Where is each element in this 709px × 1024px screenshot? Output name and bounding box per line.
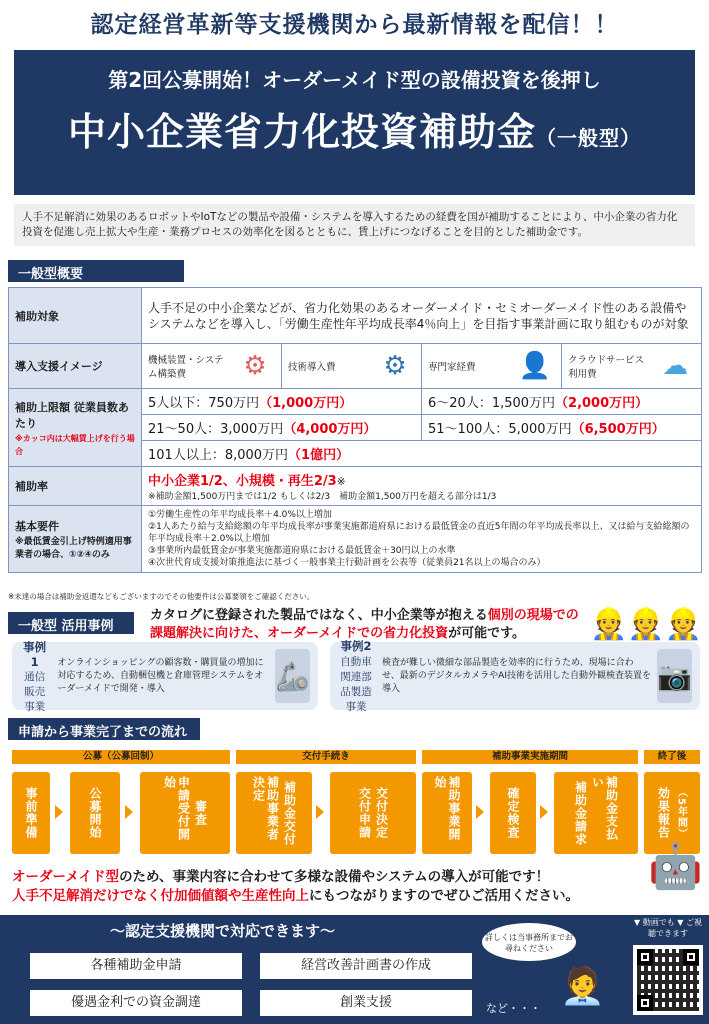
note-refund: ※未達の場合は補助金返還などもございますのでその他要件は公募要領をご確認ください。: [8, 592, 315, 601]
qr-finder: [637, 995, 653, 1011]
step-text: （5年間）: [675, 787, 687, 839]
case-kind: 通信販売事業: [24, 670, 46, 713]
limit-note: ※カッコ内は大幅賃上げを行う場合: [15, 433, 135, 456]
image-item-tech: [282, 344, 422, 388]
limit-up: （6,500万円）: [571, 422, 665, 437]
step-text: 補助事業開始: [433, 776, 461, 841]
limit-row: [422, 415, 701, 440]
top-banner: [0, 0, 709, 44]
case-tag-num: 事例2: [340, 639, 372, 653]
rate-note: ※補助金額1,500万円までは1/2 もしくは2/3 補助金額1,500万円を超える部分は1/3: [148, 492, 497, 502]
cases-text-c: 課題解決に向けた、オーダーメイドでの省力化投資: [150, 626, 449, 641]
inspection-device-icon: 📷: [657, 649, 692, 703]
service-finance: 優遇金利での資金調達: [30, 990, 242, 1016]
closing-rest-1: のため、事業内容に合わせて多様な設備やシステムの導入が可能です！: [119, 869, 550, 885]
hero-title-text: 中小企業省力化投資補助金: [67, 110, 536, 154]
limit-base: 51～100人：5,000万円: [428, 422, 572, 437]
case-kind: 自動車関連部品製造事業: [340, 656, 372, 713]
arrow-icon: [316, 805, 324, 819]
step-7: [490, 772, 536, 854]
step-text: 補助金支払い: [590, 776, 619, 841]
intro-text: 人手不足解消に効果のあるロボットやIoTなどの製品や設備・システムを導入するための経費を国が補助することにより、中小企業の省力化投資を促進し売上拡大や生産・業務プロセスの効率化を図るとともに、賃上げにつなげることを目的とした補助金です。: [14, 204, 695, 246]
worker-icon: 👷: [590, 607, 628, 642]
step-text: 事前準備: [24, 787, 38, 839]
step-4: [236, 772, 312, 854]
workers-illustration: [590, 590, 702, 642]
worker-icon: 👷: [664, 607, 703, 642]
req-item: ④次世代育成支援対策推進法に基づく一般事業主行動計画を公表等（従業員21名以上の場合のみ）: [148, 558, 546, 568]
case-desc: オンラインショッピングの顧客数・購買量の増加に対応するため、自動梱包機と倉庫管理システムをオーダーメイドで開発・導入: [57, 657, 264, 694]
closing-red-2: 人手不足解消だけでなく付加価値額や生産性向上: [12, 888, 309, 904]
rate-cell: [142, 467, 702, 506]
phase-koufu: 交付手続き: [236, 750, 416, 764]
gears-icon: ⚙: [383, 351, 407, 381]
service-subsidy: 各種補助金申請: [30, 953, 242, 979]
qr-finder: [637, 949, 653, 965]
limit-base: 6～20人：1,500万円: [428, 396, 556, 411]
phase-koubo: 公募（公募回制）: [12, 750, 230, 764]
qr-finder: [683, 949, 699, 965]
service-startup: 創業支援: [260, 990, 472, 1016]
image-header: 導入支援イメージ: [9, 344, 142, 389]
step-6: [422, 772, 472, 854]
req-note: ※最低賃金引上げ特例適用事業者の場合、①②④のみ: [15, 537, 132, 560]
step-text: 交付申請: [357, 787, 372, 839]
req-list: [142, 506, 702, 573]
limit-up: （1億円）: [288, 448, 350, 463]
image-item-expert: [422, 344, 562, 388]
req-header: [9, 506, 142, 573]
rate-main: 中小企業1/2、小規模・再生2/3: [148, 474, 337, 489]
rate-header: 補助率: [9, 467, 142, 506]
limit-up: （1,000万円）: [259, 396, 353, 411]
req-header-text: 基本要件: [15, 520, 59, 533]
limit-row: [142, 415, 422, 440]
qr-code[interactable]: [633, 945, 703, 1015]
step-3: [140, 772, 230, 854]
limit-header-text: 補助上限額 従業員数あたり: [15, 400, 129, 430]
step-text: 公募開始: [88, 787, 102, 839]
step-text: 交付決定: [374, 787, 389, 839]
cases-text-d: が可能です。: [448, 626, 526, 641]
step-5: [330, 772, 416, 854]
image-item-label: クラウドサービス利用費: [568, 355, 645, 380]
cloud-upload-icon: ☁: [662, 351, 688, 381]
case-card-2: [330, 639, 700, 713]
case-tag: [338, 638, 374, 714]
limit-up: （2,000万円）: [555, 396, 649, 411]
req-item: ②1人あたり給与支給総額の年平均成長率が事業実施都道府県における最低賃金の直近5年間の年平均成長率以上、又は給与支給総額の年平均成長率＋2.0%以上増加: [148, 522, 690, 544]
limit-up: （4,000万円）: [283, 422, 377, 437]
target-header: 補助対象: [9, 288, 142, 344]
case-tag-num: 事例1: [23, 639, 47, 669]
case-card-1: [12, 639, 318, 713]
limit-header: [9, 389, 142, 467]
etc-text: など・・・: [486, 1002, 541, 1015]
step-1: [12, 772, 50, 854]
step-text: 補助事業者決定: [251, 776, 280, 841]
footer-title: ～認定支援機関で対応できます～: [110, 922, 336, 940]
limit-base: 101人以上：8,000万円: [148, 448, 289, 463]
service-plan: 経営改善計画書の作成: [260, 953, 472, 979]
req-item: ①労働生産性の年平均成長率＋4.0%以上増加: [148, 510, 332, 520]
expert-person-icon: 👤: [518, 351, 552, 381]
limit-base: 21～50人：3,000万円: [148, 422, 284, 437]
image-item-cloud: [562, 344, 701, 388]
closing-red-1: オーダーメイド型: [12, 869, 120, 885]
step-8: [554, 772, 638, 854]
phase-shuryo: 終了後: [644, 750, 700, 764]
step-text: 補助金請求: [573, 780, 588, 846]
target-text: 人手不足の中小企業などが、省力化効果のあるオーダーメイド・セミオーダーメイド性のある設備やシステムなどを導入し、「労働生産性年平均成長率4％向上」を目指す事業計画に取り組むものが対象: [142, 288, 702, 344]
image-item-label: 技術導入費: [288, 362, 336, 373]
step-text: 補助金交付: [282, 780, 297, 846]
person-tablet-icon: 🧑‍💼: [560, 966, 605, 1007]
cases-text-a: カタログに登録された製品ではなく、中小企業等が抱える: [150, 608, 488, 623]
step-text: 審査: [193, 800, 208, 826]
step-2: [70, 772, 120, 854]
overview-table: [8, 287, 702, 573]
worker-icon: 👷: [627, 607, 665, 642]
cases-label: 一般型 活用事例: [8, 612, 134, 634]
limit-row: [422, 389, 701, 414]
limit-row: [142, 389, 422, 414]
gear-laptop-icon: ⚙: [243, 351, 267, 381]
hero-title: [14, 101, 695, 156]
overview-label: 一般型概要: [8, 260, 184, 282]
hero-subtitle: 第2回公募開始！オーダーメイド型の設備投資を後押し: [108, 68, 601, 92]
image-item-label: 専門家経費: [428, 362, 476, 373]
step-text: 効果報告: [656, 787, 671, 839]
image-item-machine: [142, 344, 282, 388]
arrow-icon: [540, 805, 548, 819]
arrow-icon: [125, 805, 133, 819]
hero-title-suffix: （一般型）: [536, 126, 641, 150]
rate-mark: ※: [336, 476, 346, 488]
limit-base: 5人以下：750万円: [148, 396, 260, 411]
arrow-icon: [476, 805, 484, 819]
image-item-label: 機械装置・システム構築費: [148, 355, 224, 380]
hero-header: [14, 50, 695, 195]
limit-row: [142, 441, 702, 467]
contact-bubble: 詳しくは当事務所までお尋ねください: [482, 923, 576, 961]
case-desc: 検査が難しい微細な部品製造を効率的に行うため、現場に合わせ、最新のデジタルカメラやAI技術を活用した自動外観検査装置を導入: [381, 657, 651, 694]
arrow-icon: [55, 805, 63, 819]
closing-rest-2: にもつながりますのでぜひご活用ください。: [309, 888, 579, 904]
robot-arm-icon: 🦾: [275, 649, 310, 703]
closing-message: [12, 868, 579, 906]
flow-label: 申請から事業完了までの流れ: [8, 718, 200, 740]
case-tag: [20, 639, 49, 714]
robot-mascot-icon: 🤖: [648, 841, 703, 892]
banner-text: 認定経営革新等支援機関から最新情報を配信！！: [90, 11, 619, 38]
qr-label: ▼ 動画でも ▼ ご視聴できます: [634, 918, 702, 938]
phase-jisshi: 補助事業実施期間: [422, 750, 638, 764]
step-text: 申請受付開始: [162, 776, 191, 841]
cases-text-b: 個別の現場での: [487, 608, 579, 623]
req-item: ③事業所内最低賃金が事業実施都道府県における最低賃金＋30円以上の水準: [148, 546, 456, 556]
step-text: 確定検査: [506, 787, 520, 839]
